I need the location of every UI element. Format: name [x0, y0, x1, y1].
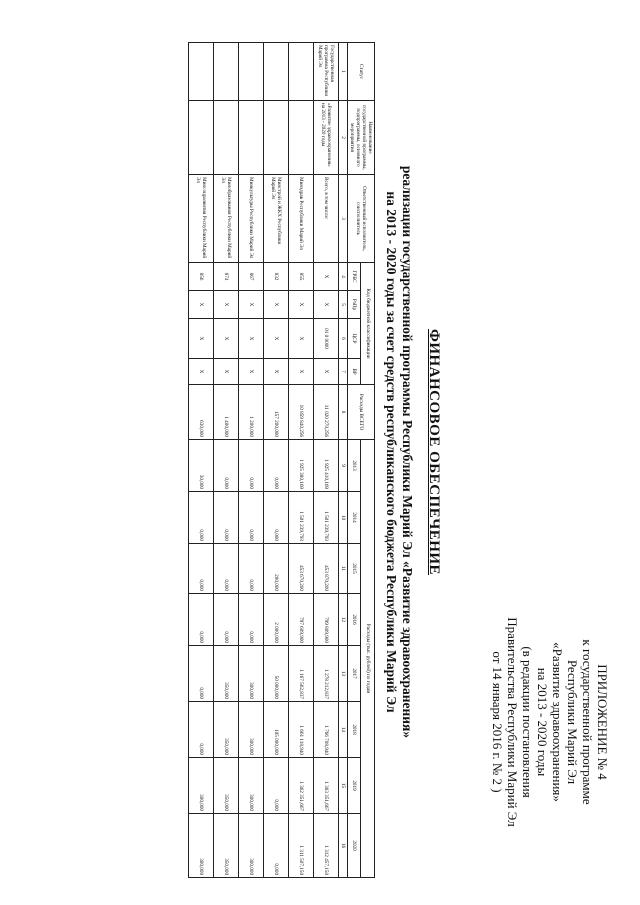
- column-number-row: [339, 43, 348, 878]
- column-number: 15: [339, 758, 348, 814]
- row-year-value: 0,000: [239, 594, 264, 646]
- header-program-name: Наименование государственной программы, подпрограммы, основного мероприятия: [348, 101, 375, 175]
- header-year: 2013: [348, 440, 362, 492]
- appendix-line: Правительства Республики Марий Эл: [505, 617, 520, 827]
- column-number: 8: [339, 385, 348, 440]
- row-year-value: 1 311 507,150: [289, 814, 314, 878]
- row-year-value: 0,000: [189, 594, 214, 646]
- row-year-value: 0,000: [239, 440, 264, 492]
- row-rzpr: Х: [189, 291, 214, 319]
- column-number: 2: [339, 101, 348, 175]
- row-year-value: 0,000: [189, 702, 214, 758]
- financing-table: [188, 42, 375, 878]
- column-number: 5: [339, 291, 348, 319]
- row-vr: Х: [189, 359, 214, 385]
- header-rzpr: РзПр: [348, 291, 362, 319]
- row-year-value: 350,000: [214, 758, 239, 814]
- row-grbs: 855: [289, 263, 314, 291]
- row-vr: Х: [264, 359, 289, 385]
- row-year-value: 1 383 351,667: [314, 758, 339, 814]
- row-responsible: Всего, в том числе:: [314, 175, 339, 263]
- row-total: 1 200,000: [239, 385, 264, 440]
- column-number: 7: [339, 359, 348, 385]
- header-year: 2019: [348, 758, 362, 814]
- row-year-value: 30,000: [189, 440, 214, 492]
- row-vr: Х: [239, 359, 264, 385]
- row-responsible: Минкультуры Республики Марий Эл: [239, 175, 264, 263]
- header-vr: ВР: [348, 359, 362, 385]
- row-year-value: 105 000,000: [264, 702, 289, 758]
- row-rzpr: Х: [264, 291, 289, 319]
- column-number: 13: [339, 646, 348, 702]
- row-program-name: [214, 101, 239, 175]
- column-number: 4: [339, 263, 348, 291]
- row-total: 11 020 270,256: [314, 385, 339, 440]
- row-year-value: 1 661 118,940: [289, 702, 314, 758]
- row-total: 1 400,000: [214, 385, 239, 440]
- header-responsible: Ответственный исполнитель, соисполнитель: [348, 175, 375, 263]
- row-grbs: Х: [314, 263, 339, 291]
- table-row: [214, 43, 239, 878]
- row-status: Государственная программа Республики Марий Эл: [314, 43, 339, 101]
- row-csr: Х: [289, 319, 314, 359]
- row-year-value: 797 609,900: [289, 594, 314, 646]
- row-csr: Х: [189, 319, 214, 359]
- row-total: 157 200,000: [264, 385, 289, 440]
- row-vr: Х: [314, 359, 339, 385]
- row-csr: Х: [214, 319, 239, 359]
- row-year-value: 0,000: [214, 492, 239, 544]
- row-year-value: 50 000,000: [264, 646, 289, 702]
- header-year: 2020: [348, 814, 362, 878]
- row-program-name: [264, 101, 289, 175]
- row-status: [239, 43, 264, 101]
- header-year: 2018: [348, 702, 362, 758]
- row-csr: Х: [239, 319, 264, 359]
- row-year-value: 1 167 562,837: [289, 646, 314, 702]
- row-total: 10 859 840,256: [289, 385, 314, 440]
- row-year-value: 453 670,200: [289, 544, 314, 594]
- header-year: 2017: [348, 646, 362, 702]
- row-responsible: Минздрав Республики Марий Эл: [289, 175, 314, 263]
- row-year-value: 350,000: [214, 702, 239, 758]
- header-total: Расходы ВСЕГО: [348, 385, 375, 440]
- header-expenses-by-year: Расходы (тыс. рублей) по годам: [361, 440, 375, 878]
- column-number: 1: [339, 43, 348, 101]
- table-row: [239, 43, 264, 878]
- document-title: ФИНАНСОВОЕ ОБЕСПЕЧЕНИЕ: [426, 328, 442, 576]
- row-status: [214, 43, 239, 101]
- row-rzpr: Х: [289, 291, 314, 319]
- table-row: [289, 43, 314, 878]
- header-grbs: ГРБС: [348, 263, 362, 291]
- row-grbs: 832: [264, 263, 289, 291]
- column-number: 10: [339, 492, 348, 544]
- header-csr: ЦСР: [348, 319, 362, 359]
- row-year-value: 300,000: [189, 814, 214, 878]
- row-year-value: 0,000: [264, 758, 289, 814]
- row-program-name: «Развитие здравоохранения» на 2013 - 2020 годы: [314, 101, 339, 175]
- column-number: 14: [339, 702, 348, 758]
- appendix-line: на 2013 - 2020 годы: [535, 667, 550, 777]
- row-year-value: 0,000: [214, 544, 239, 594]
- row-csr: Х: [264, 319, 289, 359]
- row-year-value: 1 278 212,837: [314, 646, 339, 702]
- row-year-value: 300,000: [239, 814, 264, 878]
- row-year-value: 799 809,900: [314, 594, 339, 646]
- row-status: [289, 43, 314, 101]
- row-year-value: 350,000: [214, 646, 239, 702]
- header-year: 2014: [348, 492, 362, 544]
- row-grbs: 867: [239, 263, 264, 291]
- row-year-value: 0,000: [214, 440, 239, 492]
- row-year-value: 0,000: [239, 492, 264, 544]
- row-rzpr: Х: [239, 291, 264, 319]
- row-year-value: 0,000: [214, 594, 239, 646]
- row-year-value: 0,000: [264, 492, 289, 544]
- row-csr: 01 0 0000: [314, 319, 339, 359]
- row-year-value: 453 870,200: [314, 544, 339, 594]
- row-year-value: 1 766 708,940: [314, 702, 339, 758]
- row-year-value: 300,000: [239, 758, 264, 814]
- row-program-name: [239, 101, 264, 175]
- row-vr: Х: [214, 359, 239, 385]
- appendix-line: (в редакции постановления: [520, 646, 535, 798]
- column-number: 12: [339, 594, 348, 646]
- appendix-line: от 14 января 2016 г. № 2 ): [490, 651, 505, 793]
- row-year-value: 300,000: [239, 702, 264, 758]
- column-number: 3: [339, 175, 348, 263]
- appendix-line: Республики Марий Эл: [565, 659, 580, 785]
- row-responsible: Минобразования Республики Марий Эл: [214, 175, 239, 263]
- row-year-value: 1 925 410,169: [314, 440, 339, 492]
- row-grbs: 874: [214, 263, 239, 291]
- row-year-value: 300,000: [189, 758, 214, 814]
- column-number: 6: [339, 319, 348, 359]
- row-year-value: 1 501 239,793: [314, 492, 339, 544]
- document-subtitle-line-2: на 2013 - 2020 годы за счет средств республиканского бюджета Республики Марий Эл: [384, 191, 399, 713]
- appendix-line: «Развитие здравоохранения»: [550, 642, 565, 802]
- document-subtitle-line-1: реализации государственной программы Республики Марий Эл «Развитие здравоохранения»: [400, 165, 415, 739]
- row-year-value: 2 000,000: [264, 594, 289, 646]
- table-row: [189, 43, 214, 878]
- row-status: [264, 43, 289, 101]
- row-year-value: 1 501 239,793: [289, 492, 314, 544]
- rotated-document-page: [20, 12, 620, 892]
- column-number: 9: [339, 440, 348, 492]
- row-program-name: [189, 101, 214, 175]
- appendix-line: ПРИЛОЖЕНИЕ № 4: [595, 664, 610, 780]
- row-status: [189, 43, 214, 101]
- table-row: [264, 43, 289, 878]
- row-year-value: 300,000: [239, 646, 264, 702]
- row-grbs: 856: [189, 263, 214, 291]
- row-program-name: [289, 101, 314, 175]
- row-year-value: 0,000: [239, 544, 264, 594]
- row-year-value: 1 362 351,667: [289, 758, 314, 814]
- row-responsible: Минсоцразвития Республики Марий Эл: [189, 175, 214, 263]
- row-year-value: 350,000: [214, 814, 239, 878]
- column-number: 11: [339, 544, 348, 594]
- row-year-value: 1 925 380,169: [289, 440, 314, 492]
- header-year: 2016: [348, 594, 362, 646]
- table-row: [314, 43, 339, 878]
- header-year: 2015: [348, 544, 362, 594]
- row-year-value: 1 312 457,150: [314, 814, 339, 878]
- row-year-value: 0,000: [189, 544, 214, 594]
- row-year-value: 0,000: [264, 814, 289, 878]
- row-year-value: 200,000: [264, 544, 289, 594]
- header-status: Статус: [348, 43, 375, 101]
- row-year-value: 0,000: [189, 646, 214, 702]
- header-budget-code: Код бюджетной классификации: [361, 263, 375, 385]
- row-rzpr: Х: [314, 291, 339, 319]
- row-responsible: Минстрой и ЖКХ Республики Марий Эл: [264, 175, 289, 263]
- row-year-value: 0,000: [189, 492, 214, 544]
- row-vr: Х: [289, 359, 314, 385]
- row-year-value: 0,000: [264, 440, 289, 492]
- row-rzpr: Х: [214, 291, 239, 319]
- column-number: 16: [339, 814, 348, 878]
- appendix-header: [490, 557, 610, 887]
- appendix-line: к государственной программе: [580, 639, 595, 805]
- row-total: 630,000: [189, 385, 214, 440]
